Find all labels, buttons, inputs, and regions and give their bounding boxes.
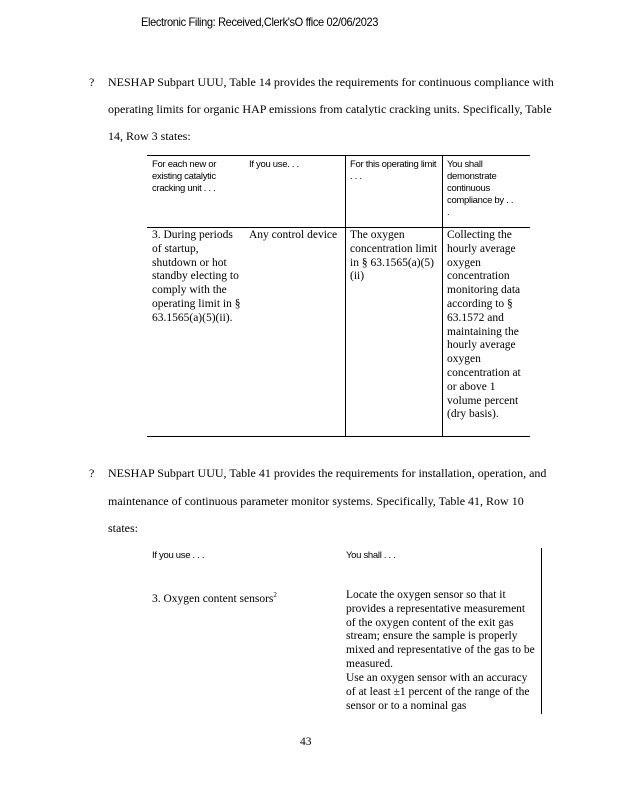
table41-cell-shall-p2: Use an oxygen sensor with an accuracy of at least ±1 percent of the range of the sensor or to a nominal gas — [346, 672, 530, 712]
para2-line1: NESHAP Subpart UUU, Table 41 provides the requirements for installation, operation, and — [108, 466, 547, 480]
para1-line3: 14, Row 3 states: — [108, 129, 191, 143]
table14-header-use: If you use. . . — [249, 159, 299, 170]
table14-cell-compliance: Collecting the hourly average oxygen concentration monitoring data according to § 63.1572 and maintaining the hourly average oxygen concentration at or above 1 volume percent (dry basis). — [447, 229, 521, 421]
para1-line1: NESHAP Subpart UUU, Table 14 provides the requirements for continuous compliance with — [108, 75, 554, 89]
para1-line2: operating limits for organic HAP emissions from catalytic cracking units. Specifically, Table — [108, 102, 552, 116]
table14-cell-unit: 3. During periods of startup, shutdown or hot standby electing to comply with the operating limit in § 63.1565(a)(5)(ii). — [152, 229, 241, 324]
column-divider — [442, 155, 443, 436]
table14-cell-limit: The oxygen concentration limit in § 63.1565(a)(5)(ii) — [350, 229, 438, 283]
table14-cell-use: Any control device — [249, 229, 338, 241]
table41-cell-use-text: 3. Oxygen content sensors — [152, 592, 274, 605]
table14-header-limit: For this operating limit . . . — [350, 159, 437, 182]
para2-line3: states: — [108, 521, 138, 535]
para2-line2: maintenance of continuous parameter monitor systems. Specifically, Table 41, Row 10 — [108, 494, 524, 508]
table41-header-shall: You shall . . . — [346, 550, 396, 561]
bullet-marker: ? — [89, 466, 95, 480]
column-divider — [345, 155, 346, 436]
table-top-rule — [147, 155, 530, 156]
electronic-filing-header: Electronic Filing: Received,Clerk'sO ffice 02/06/2023 — [141, 15, 379, 29]
bullet-marker: ? — [89, 75, 95, 89]
table14-header-unit: For each new or existing catalytic cracking unit . . . — [152, 159, 217, 194]
footnote-marker: 2 — [273, 591, 277, 599]
table-header-rule — [147, 227, 530, 228]
table41-cell-shall-p1: Locate the oxygen sensor so that it provides a representative measurement of the oxygen content of the exit gas stream; ensure the sample is properly mixed and representative of the gas to be measured. — [346, 589, 535, 670]
table41-header-use: If you use . . . — [152, 550, 205, 561]
table14-header-compliance: You shall demonstrate continuous compliance by . . . — [447, 159, 514, 218]
table-bottom-rule — [147, 436, 530, 437]
table41-right-border — [541, 548, 542, 714]
table41-cell-use — [152, 589, 332, 607]
page-number: 43 — [300, 736, 312, 748]
